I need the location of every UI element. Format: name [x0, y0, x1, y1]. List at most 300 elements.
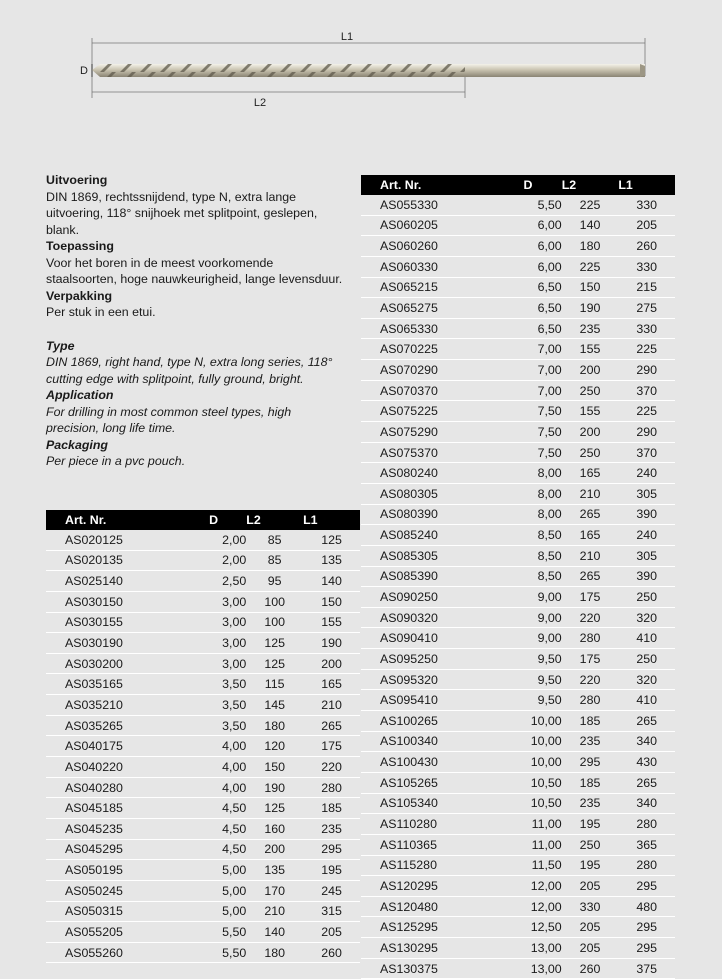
cell-l2: 235	[562, 731, 619, 752]
cell-l2: 115	[246, 674, 303, 695]
cell-l2: 210	[562, 483, 619, 504]
cell-d: 7,50	[524, 442, 562, 463]
cell-l1: 140	[303, 571, 360, 592]
cell-art-nr: AS130295	[361, 938, 524, 959]
cell-l1: 330	[618, 195, 675, 215]
cell-art-nr: AS065215	[361, 277, 524, 298]
table-row	[361, 545, 675, 566]
cell-art-nr: AS095410	[361, 690, 524, 711]
table-row	[361, 380, 675, 401]
cell-l1: 245	[303, 880, 360, 901]
l2-label: L2	[253, 97, 267, 109]
table-row	[361, 690, 675, 711]
cell-art-nr: AS095250	[361, 649, 524, 670]
table-row	[46, 633, 360, 654]
cell-d: 7,00	[524, 339, 562, 360]
table-row	[361, 442, 675, 463]
cell-d: 8,50	[524, 545, 562, 566]
cell-art-nr: AS090250	[361, 587, 524, 608]
cell-art-nr: AS100430	[361, 752, 524, 773]
cell-art-nr: AS075370	[361, 442, 524, 463]
cell-art-nr: AS125295	[361, 917, 524, 938]
table-row	[361, 566, 675, 587]
cell-l1: 370	[618, 380, 675, 401]
drill-drawing	[0, 0, 722, 150]
cell-l2: 160	[246, 818, 303, 839]
cell-l2: 175	[562, 587, 619, 608]
application-heading: Application	[46, 388, 114, 402]
cell-art-nr: AS030150	[46, 591, 209, 612]
cell-d: 3,00	[209, 633, 246, 654]
cell-d: 6,00	[524, 215, 562, 236]
cell-d: 4,50	[209, 839, 246, 860]
table-row	[361, 256, 675, 277]
cell-art-nr: AS020135	[46, 550, 209, 571]
header-art-nr: Art. Nr.	[361, 175, 524, 195]
cell-l2: 235	[562, 318, 619, 339]
table-row	[361, 649, 675, 670]
cell-art-nr: AS085305	[361, 545, 524, 566]
cell-l1: 280	[303, 777, 360, 798]
cell-l2: 205	[562, 917, 619, 938]
cell-d: 11,00	[524, 834, 562, 855]
cell-art-nr: AS050195	[46, 860, 209, 881]
cell-l2: 150	[562, 277, 619, 298]
uitvoering-text: DIN 1869, rechtssnijdend, type N, extra lange uitvoering, 118° snijhoek met splitpoint, geslepen, blank.	[46, 189, 318, 237]
cell-art-nr: AS075225	[361, 401, 524, 422]
cell-art-nr: AS020125	[46, 530, 209, 550]
cell-art-nr: AS035165	[46, 674, 209, 695]
cell-l1: 340	[618, 793, 675, 814]
cell-l1: 390	[618, 566, 675, 587]
table-row	[361, 793, 675, 814]
cell-art-nr: AS030200	[46, 653, 209, 674]
cell-d: 12,00	[524, 896, 562, 917]
table-row	[361, 277, 675, 298]
cell-l1: 150	[303, 591, 360, 612]
cell-l1: 320	[618, 669, 675, 690]
cell-art-nr: AS110365	[361, 834, 524, 855]
table-row	[361, 772, 675, 793]
cell-l2: 265	[562, 504, 619, 525]
cell-l2: 165	[562, 463, 619, 484]
table-row	[361, 711, 675, 732]
cell-l1: 340	[618, 731, 675, 752]
cell-art-nr: AS035265	[46, 715, 209, 736]
header-l1: L1	[303, 510, 360, 530]
cell-l2: 225	[562, 256, 619, 277]
application-text: For drilling in most common steel types, high precision, long life time.	[46, 404, 292, 435]
cell-l1: 275	[618, 298, 675, 319]
cell-l2: 280	[562, 690, 619, 711]
cell-l1: 195	[303, 860, 360, 881]
cell-l2: 140	[246, 922, 303, 943]
cell-art-nr: AS030155	[46, 612, 209, 633]
table-row	[361, 628, 675, 649]
cell-art-nr: AS060205	[361, 215, 524, 236]
header-l1: L1	[618, 175, 675, 195]
cell-l1: 295	[618, 917, 675, 938]
table-row	[361, 834, 675, 855]
uitvoering-heading: Uitvoering	[46, 173, 108, 187]
cell-l1: 390	[618, 504, 675, 525]
table-row	[361, 215, 675, 236]
cell-d: 3,50	[209, 715, 246, 736]
cell-l2: 185	[562, 772, 619, 793]
cell-l1: 265	[618, 711, 675, 732]
cell-d: 9,00	[524, 607, 562, 628]
cell-l2: 85	[246, 530, 303, 550]
cell-l2: 280	[562, 628, 619, 649]
cell-art-nr: AS035210	[46, 695, 209, 716]
description-block	[46, 172, 346, 470]
cell-d: 12,50	[524, 917, 562, 938]
cell-l2: 250	[562, 442, 619, 463]
cell-d: 10,50	[524, 793, 562, 814]
cell-art-nr: AS065330	[361, 318, 524, 339]
cell-d: 6,00	[524, 256, 562, 277]
cell-l2: 155	[562, 401, 619, 422]
cell-d: 3,00	[209, 591, 246, 612]
packaging-heading: Packaging	[46, 437, 108, 452]
table-row	[46, 880, 360, 901]
cell-l2: 205	[562, 876, 619, 897]
cell-l1: 265	[618, 772, 675, 793]
cell-d: 4,00	[209, 757, 246, 778]
cell-l1: 330	[618, 318, 675, 339]
cell-l1: 185	[303, 798, 360, 819]
table-row	[46, 550, 360, 571]
table-row	[361, 298, 675, 319]
cell-art-nr: AS080305	[361, 483, 524, 504]
cell-l2: 125	[246, 633, 303, 654]
cell-l2: 100	[246, 612, 303, 633]
table-row	[46, 591, 360, 612]
cell-d: 5,00	[209, 901, 246, 922]
cell-art-nr: AS065275	[361, 298, 524, 319]
cell-art-nr: AS120480	[361, 896, 524, 917]
cell-l2: 195	[562, 814, 619, 835]
cell-d: 13,00	[524, 938, 562, 959]
table-row	[361, 504, 675, 525]
cell-d: 11,00	[524, 814, 562, 835]
cell-l1: 295	[618, 876, 675, 897]
cell-l1: 320	[618, 607, 675, 628]
cell-l2: 150	[246, 757, 303, 778]
table-header-row	[361, 175, 675, 195]
cell-l1: 205	[303, 922, 360, 943]
cell-art-nr: AS040280	[46, 777, 209, 798]
cell-d: 8,50	[524, 566, 562, 587]
cell-l1: 165	[303, 674, 360, 695]
cell-l2: 250	[562, 834, 619, 855]
table-row	[361, 855, 675, 876]
table-row	[361, 236, 675, 257]
cell-d: 4,00	[209, 736, 246, 757]
cell-art-nr: AS055205	[46, 922, 209, 943]
table-row	[46, 818, 360, 839]
cell-art-nr: AS100340	[361, 731, 524, 752]
cell-art-nr: AS050245	[46, 880, 209, 901]
cell-l2: 225	[562, 195, 619, 215]
cell-d: 11,50	[524, 855, 562, 876]
cell-art-nr: AS060260	[361, 236, 524, 257]
cell-l2: 85	[246, 550, 303, 571]
cell-l1: 295	[303, 839, 360, 860]
type-text: DIN 1869, right hand, type N, extra long series, 118° cutting edge with splitpoint, fully ground, bright.	[46, 355, 333, 386]
table-row	[361, 401, 675, 422]
cell-art-nr: AS045185	[46, 798, 209, 819]
cell-d: 10,00	[524, 711, 562, 732]
cell-art-nr: AS040175	[46, 736, 209, 757]
cell-l1: 175	[303, 736, 360, 757]
table-row	[361, 318, 675, 339]
cell-d: 4,00	[209, 777, 246, 798]
table-row	[46, 942, 360, 963]
cell-d: 10,50	[524, 772, 562, 793]
table-row	[361, 896, 675, 917]
cell-l1: 370	[618, 442, 675, 463]
cell-l2: 190	[562, 298, 619, 319]
cell-d: 5,00	[209, 880, 246, 901]
cell-l2: 175	[562, 649, 619, 670]
cell-l2: 140	[562, 215, 619, 236]
cell-l1: 225	[618, 401, 675, 422]
cell-l2: 120	[246, 736, 303, 757]
cell-l1: 430	[618, 752, 675, 773]
cell-l2: 165	[562, 525, 619, 546]
cell-d: 4,50	[209, 798, 246, 819]
cell-art-nr: AS095320	[361, 669, 524, 690]
table-row	[361, 876, 675, 897]
table-row	[361, 958, 675, 979]
cell-d: 12,00	[524, 876, 562, 897]
table-row	[361, 360, 675, 381]
cell-l1: 305	[618, 483, 675, 504]
cell-art-nr: AS045295	[46, 839, 209, 860]
table-row	[361, 483, 675, 504]
cell-l2: 180	[246, 942, 303, 963]
cell-l1: 250	[618, 587, 675, 608]
cell-art-nr: AS115280	[361, 855, 524, 876]
cell-art-nr: AS025140	[46, 571, 209, 592]
cell-l2: 200	[562, 422, 619, 443]
cell-d: 8,00	[524, 504, 562, 525]
cell-l2: 125	[246, 798, 303, 819]
cell-l2: 190	[246, 777, 303, 798]
table-row	[46, 839, 360, 860]
cell-l2: 210	[246, 901, 303, 922]
spec-table-left	[46, 510, 360, 963]
header-art-nr: Art. Nr.	[46, 510, 209, 530]
cell-l1: 260	[303, 942, 360, 963]
cell-l2: 145	[246, 695, 303, 716]
cell-l2: 330	[562, 896, 619, 917]
cell-art-nr: AS110280	[361, 814, 524, 835]
cell-d: 7,00	[524, 360, 562, 381]
cell-l1: 280	[618, 814, 675, 835]
cell-l2: 125	[246, 653, 303, 674]
cell-l2: 260	[562, 958, 619, 979]
cell-art-nr: AS080240	[361, 463, 524, 484]
cell-l1: 210	[303, 695, 360, 716]
drill-bit	[92, 64, 645, 77]
cell-l1: 315	[303, 901, 360, 922]
cell-l2: 155	[562, 339, 619, 360]
cell-d: 2,50	[209, 571, 246, 592]
table-row	[46, 674, 360, 695]
table-row	[46, 530, 360, 550]
cell-art-nr: AS130375	[361, 958, 524, 979]
table-row	[46, 798, 360, 819]
cell-l2: 135	[246, 860, 303, 881]
table-row	[46, 612, 360, 633]
l1-label: L1	[340, 31, 354, 43]
cell-art-nr: AS030190	[46, 633, 209, 654]
cell-l1: 220	[303, 757, 360, 778]
cell-l1: 265	[303, 715, 360, 736]
table-row	[46, 715, 360, 736]
table-row	[361, 669, 675, 690]
cell-l1: 365	[618, 834, 675, 855]
cell-l1: 330	[618, 256, 675, 277]
cell-d: 7,00	[524, 380, 562, 401]
cell-art-nr: AS055260	[46, 942, 209, 963]
cell-art-nr: AS040220	[46, 757, 209, 778]
verpakking-heading: Verpakking	[46, 288, 113, 303]
cell-d: 9,50	[524, 690, 562, 711]
cell-d: 9,00	[524, 587, 562, 608]
table-header-row	[46, 510, 360, 530]
cell-l2: 210	[562, 545, 619, 566]
table-row	[46, 922, 360, 943]
cell-l2: 170	[246, 880, 303, 901]
table-row	[361, 587, 675, 608]
cell-art-nr: AS105340	[361, 793, 524, 814]
cell-d: 7,50	[524, 401, 562, 422]
cell-art-nr: AS050315	[46, 901, 209, 922]
cell-d: 3,50	[209, 674, 246, 695]
cell-l1: 260	[618, 236, 675, 257]
cell-l1: 290	[618, 360, 675, 381]
cell-l2: 295	[562, 752, 619, 773]
cell-l2: 220	[562, 669, 619, 690]
cell-l2: 180	[246, 715, 303, 736]
cell-l1: 215	[618, 277, 675, 298]
cell-d: 6,50	[524, 298, 562, 319]
cell-l1: 410	[618, 628, 675, 649]
cell-l2: 250	[562, 380, 619, 401]
cell-l2: 265	[562, 566, 619, 587]
cell-d: 2,00	[209, 550, 246, 571]
table-row	[46, 757, 360, 778]
table-row	[361, 422, 675, 443]
toepassing-text: Voor het boren in de meest voorkomende staalsoorten, hoge nauwkeurigheid, lange levensduur.	[46, 255, 343, 286]
cell-l1: 290	[618, 422, 675, 443]
cell-d: 7,50	[524, 422, 562, 443]
cell-l2: 180	[562, 236, 619, 257]
table-row	[361, 195, 675, 215]
cell-d: 9,50	[524, 669, 562, 690]
header-l2: L2	[246, 510, 303, 530]
cell-d: 3,50	[209, 695, 246, 716]
table-row	[361, 938, 675, 959]
table-row	[46, 860, 360, 881]
packaging-text: Per piece in a pvc pouch.	[46, 454, 186, 468]
cell-l1: 280	[618, 855, 675, 876]
table-row	[361, 339, 675, 360]
cell-art-nr: AS120295	[361, 876, 524, 897]
toepassing-heading: Toepassing	[46, 239, 114, 253]
cell-l2: 95	[246, 571, 303, 592]
cell-d: 8,00	[524, 483, 562, 504]
cell-art-nr: AS090320	[361, 607, 524, 628]
cell-l2: 200	[562, 360, 619, 381]
cell-l2: 205	[562, 938, 619, 959]
cell-d: 6,50	[524, 318, 562, 339]
header-d: D	[209, 510, 246, 530]
table-row	[46, 777, 360, 798]
cell-l2: 100	[246, 591, 303, 612]
cell-l1: 125	[303, 530, 360, 550]
cell-art-nr: AS075290	[361, 422, 524, 443]
header-l2: L2	[562, 175, 619, 195]
cell-l1: 135	[303, 550, 360, 571]
cell-l1: 190	[303, 633, 360, 654]
cell-d: 10,00	[524, 731, 562, 752]
table-row	[361, 525, 675, 546]
cell-l2: 195	[562, 855, 619, 876]
table-row	[46, 571, 360, 592]
table-row	[361, 731, 675, 752]
table-row	[46, 736, 360, 757]
table-row	[361, 752, 675, 773]
cell-d: 5,00	[209, 860, 246, 881]
cell-l1: 480	[618, 896, 675, 917]
cell-art-nr: AS060330	[361, 256, 524, 277]
cell-l1: 155	[303, 612, 360, 633]
table-row	[46, 653, 360, 674]
cell-l1: 205	[618, 215, 675, 236]
cell-art-nr: AS105265	[361, 772, 524, 793]
cell-d: 10,00	[524, 752, 562, 773]
header-d: D	[524, 175, 562, 195]
cell-art-nr: AS070370	[361, 380, 524, 401]
cell-l1: 200	[303, 653, 360, 674]
cell-l2: 220	[562, 607, 619, 628]
cell-l1: 410	[618, 690, 675, 711]
cell-d: 2,00	[209, 530, 246, 550]
cell-d: 4,50	[209, 818, 246, 839]
cell-art-nr: AS080390	[361, 504, 524, 525]
cell-d: 3,00	[209, 612, 246, 633]
cell-d: 13,00	[524, 958, 562, 979]
cell-d: 9,00	[524, 628, 562, 649]
cell-d: 5,50	[524, 195, 562, 215]
cell-l1: 305	[618, 545, 675, 566]
cell-art-nr: AS085240	[361, 525, 524, 546]
cell-l2: 200	[246, 839, 303, 860]
cell-l1: 240	[618, 525, 675, 546]
table-row	[361, 463, 675, 484]
table-row	[361, 814, 675, 835]
d-label: D	[80, 65, 88, 77]
cell-l1: 295	[618, 938, 675, 959]
cell-l1: 240	[618, 463, 675, 484]
cell-art-nr: AS055330	[361, 195, 524, 215]
table-row	[361, 917, 675, 938]
cell-d: 5,50	[209, 922, 246, 943]
